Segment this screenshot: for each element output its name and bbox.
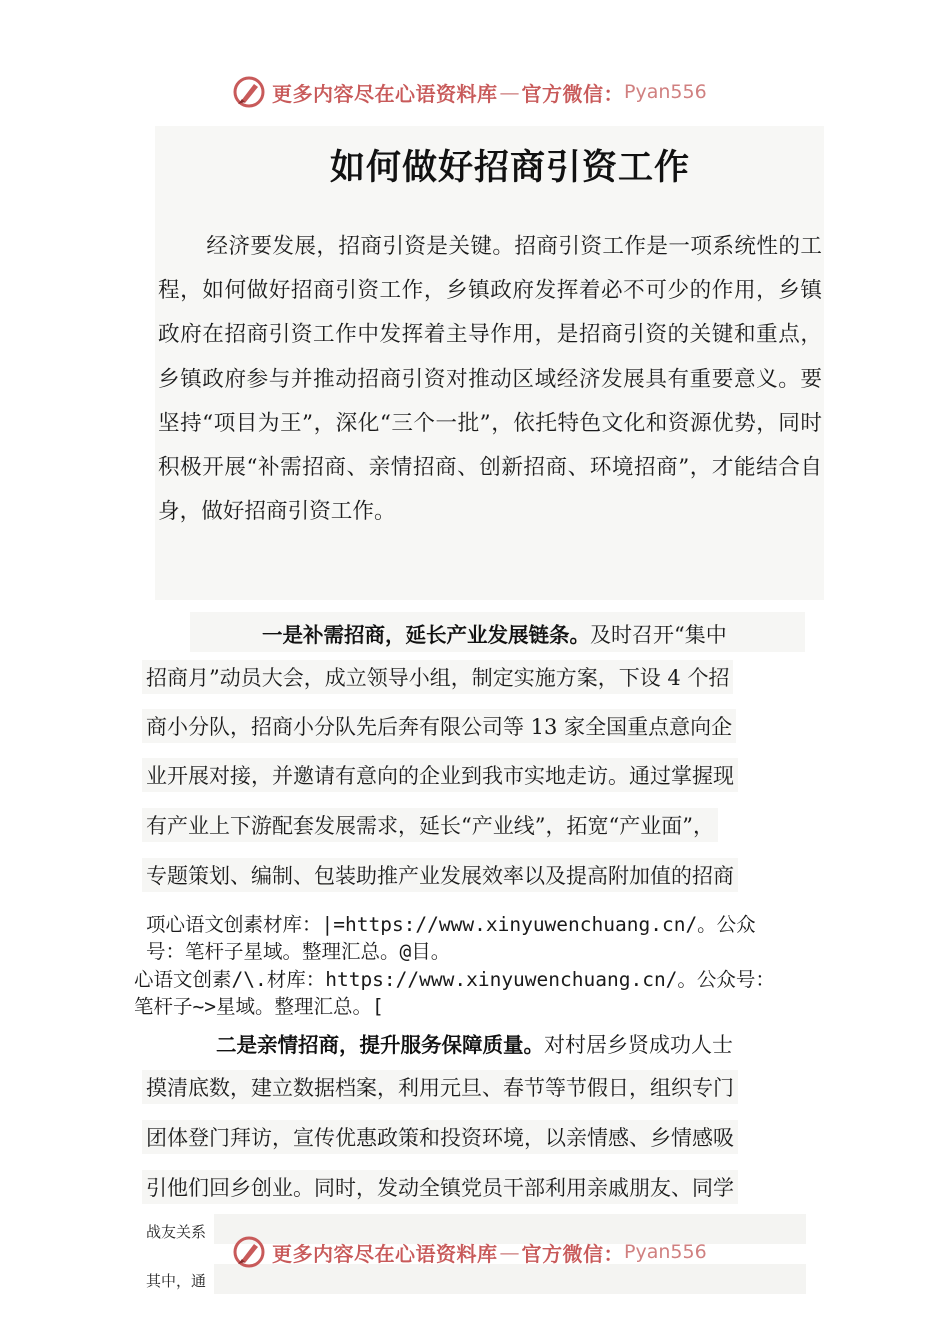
section1-line4: 业开展对接，并邀请有意向的企业到我市实地走访。通过掌握现 — [142, 758, 738, 792]
watermark-text: 更多内容尽在心语资料库 — [272, 81, 498, 106]
section2-line1: 对村居乡贤成功人士 — [544, 1033, 733, 1057]
watermark-footer — [232, 1232, 732, 1272]
section1-line2: 招商月”动员大会，成立领导小组，制定实施方案，下设 4 个招 — [142, 660, 733, 694]
section2-line2: 摸清底数，建立数据档案，利用元旦、春节等节假日，组织专门 — [142, 1070, 738, 1104]
page-title: 如何做好招商引资工作 — [330, 148, 691, 188]
watermark-text: 更多内容尽在心语资料库 — [272, 1241, 498, 1266]
watermark-id: Pyan556 — [624, 81, 707, 103]
watermark-separator: — — [499, 1240, 520, 1264]
section1-line5: 有产业上下游配套发展需求，延长“产业线”，拓宽“产业面”， — [142, 808, 718, 842]
section1-line8: 号：笔杆子星域。整理汇总。@目。 — [146, 940, 451, 963]
watermark-official: 官方微信： — [521, 1241, 624, 1266]
watermark-official: 官方微信： — [521, 81, 624, 106]
section2-line3: 团体登门拜访，宣传优惠政策和投资环境，以亲情感、乡情感吸 — [142, 1120, 738, 1154]
watermark-id: Pyan556 — [624, 1241, 707, 1263]
watermark-header — [232, 72, 732, 112]
intro-paragraph — [158, 225, 822, 534]
section2-heading: 二是亲情招商，提升服务保障质量。 — [216, 1033, 544, 1057]
section1-line7: 项心语文创素材库：|=https://www.xinyuwenchuang.cn/。公众 — [146, 913, 756, 936]
section1-line1: 及时召开“集中 — [590, 623, 727, 647]
section2-line6: 其中，通 — [146, 1272, 207, 1290]
pen-circle-logo-icon — [232, 75, 266, 109]
watermark-separator: — — [499, 80, 520, 104]
section1-line3: 商小分队，招商小分队先后奔有限公司等 13 家全国重点意向企 — [142, 709, 736, 743]
section2-line4: 引他们回乡创业。同时，发动全镇党员干部利用亲戚朋友、同学 — [142, 1170, 738, 1204]
section2-line5: 战友关系 — [146, 1223, 207, 1241]
section1-line6: 专题策划、编制、包装助推产业发展效率以及提高附加值的招商 — [142, 858, 738, 892]
pen-circle-logo-icon — [232, 1235, 266, 1269]
section1-line9: 心语文创素/\.材库：https://www.xinyuwenchuang.cn/。公众号： — [134, 968, 775, 991]
section1-heading-line — [262, 618, 727, 649]
intro-text: 经济要发展，招商引资是关键。招商引资工作是一项系统性的工程，如何做好招商引资工作，乡镇政府发挥着必不可少的作用，乡镇政府在招商引资工作中发挥着主导作用，是招商引资的关键和重点，乡镇政府参与并推动招商引资对推动区域经济发展具有重要意义。要坚持“项目为王”，深化“三个一批”，依托特色文化和资源优势，同时积极开展“补需招商、亲情招商、创新招商、环境招商”，才能结合自身，做好招商引资工作。 — [158, 234, 822, 525]
section1-line10: 笔杆子~>星域。整理汇总。[ — [134, 995, 384, 1018]
section1-heading: 一是补需招商，延长产业发展链条。 — [262, 623, 590, 647]
section2-heading-line — [216, 1028, 733, 1059]
